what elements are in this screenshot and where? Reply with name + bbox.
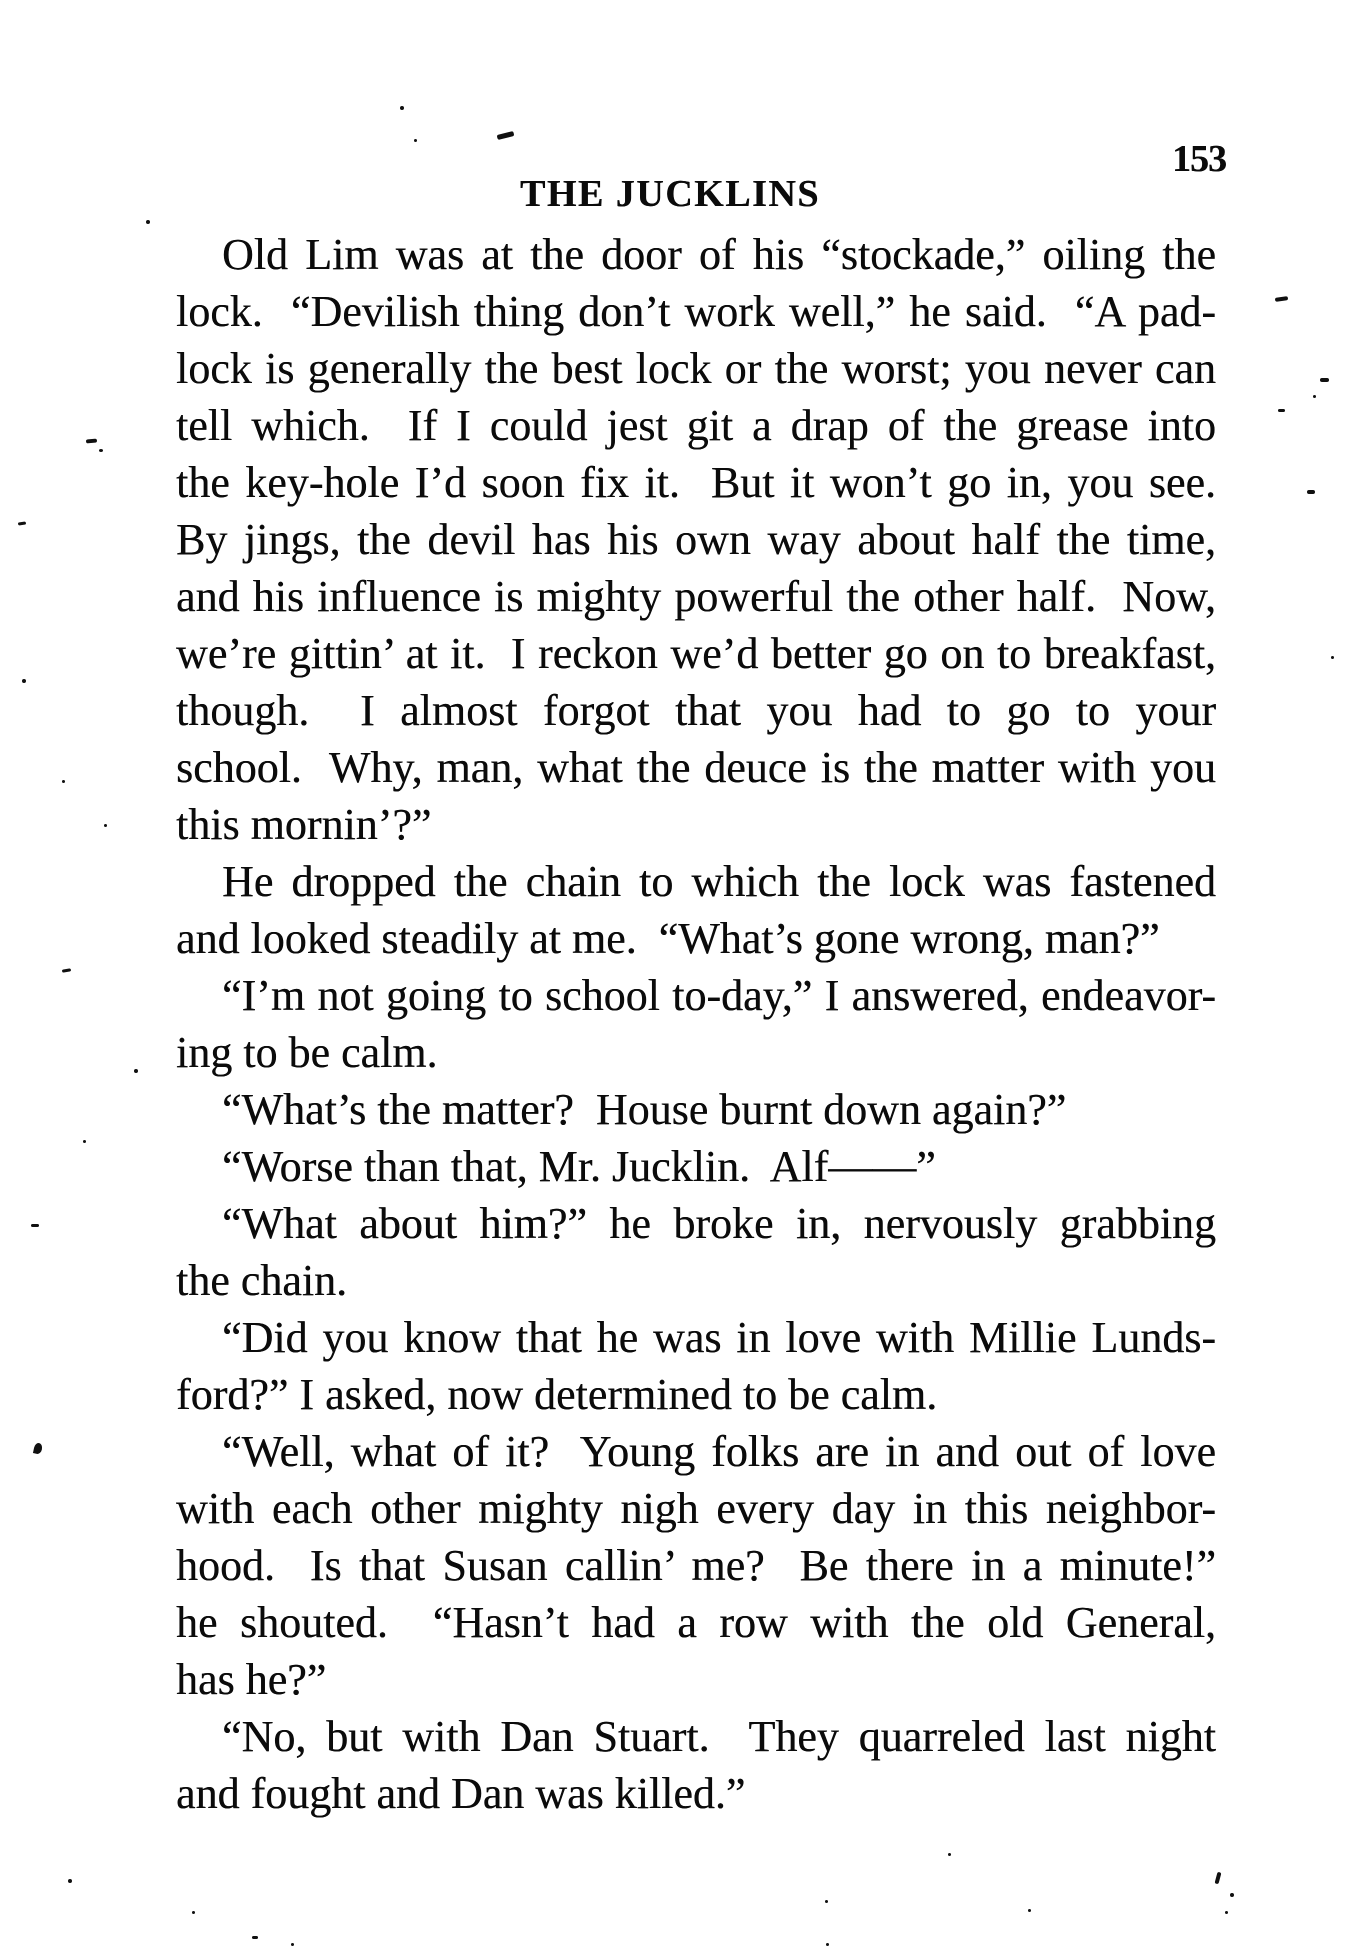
scan-speck <box>1331 656 1334 659</box>
scan-speck <box>192 1911 195 1914</box>
scan-speck <box>291 1943 294 1946</box>
scan-speck <box>1278 409 1285 412</box>
scan-speck <box>825 1900 828 1903</box>
scan-speck <box>826 1943 829 1946</box>
text-line: this mornin’?” <box>176 800 432 849</box>
scan-speck <box>1230 1893 1234 1897</box>
text-line: we’re gittin’ at it. I reckon we’d better go on to breakfast, <box>176 629 1216 678</box>
text-line: ford?” I asked, now determined to be calm. <box>176 1370 938 1419</box>
scan-speck <box>1313 395 1316 398</box>
text-line: lock is generally the best lock or the worst; you never can <box>176 344 1216 393</box>
scan-speck <box>86 439 97 444</box>
text-line: “What’s the matter? House burnt down again?” <box>222 1085 1067 1134</box>
scan-speck <box>134 1069 138 1073</box>
scan-speck <box>62 780 65 783</box>
paragraph <box>176 226 1216 853</box>
text-line: “No, but with Dan Stuart. They quarreled last night <box>222 1712 1216 1761</box>
text-line: with each other mighty nigh every day in this neighbor- <box>176 1484 1216 1533</box>
text-line: and fought and Dan was killed.” <box>176 1769 746 1818</box>
paragraph <box>176 1708 1216 1822</box>
text-line: “Worse than that, Mr. Jucklin. Alf——” <box>222 1142 936 1191</box>
text-line: By jings, the devil has his own way about half the time, <box>176 515 1216 564</box>
scan-speck <box>146 220 150 224</box>
scan-speck <box>1215 1872 1222 1885</box>
scan-speck <box>104 824 107 827</box>
text-line: tell which. If I could jest git a drap of the grease into <box>176 401 1216 450</box>
paragraph <box>176 1195 1216 1309</box>
scan-speck <box>33 1442 43 1454</box>
text-line: “Well, what of it? Young folks are in and out of love <box>222 1427 1216 1476</box>
scan-speck <box>22 679 26 683</box>
text-line: though. I almost forgot that you had to go to your <box>176 686 1216 735</box>
text-line: and looked steadily at me. “What’s gone wrong, man?” <box>176 914 1160 963</box>
text-line: ing to be calm. <box>176 1028 438 1077</box>
scan-speck <box>68 1879 72 1883</box>
paragraph <box>176 1138 1216 1195</box>
text-line: “I’m not going to school to-day,” I answered, endeavor- <box>222 971 1216 1020</box>
paragraph <box>176 967 1216 1081</box>
text-line: the key-hole I’d soon fix it. But it won’t go in, you see. <box>176 458 1216 507</box>
scan-speck <box>497 131 515 140</box>
scan-speck <box>62 968 71 973</box>
scan-speck <box>414 139 417 142</box>
paragraph <box>176 1309 1216 1423</box>
text-line: he shouted. “Hasn’t had a row with the old General, <box>176 1598 1216 1647</box>
scan-speck <box>99 449 103 452</box>
text-line: the chain. <box>176 1256 348 1305</box>
scan-speck <box>18 521 26 525</box>
text-line: school. Why, man, what the deuce is the matter with you <box>176 743 1216 792</box>
scan-speck <box>1320 378 1329 382</box>
scan-speck <box>83 1140 86 1143</box>
text-line: Old Lim was at the door of his “stockade,” oiling the <box>222 230 1216 279</box>
text-line: has he?” <box>176 1655 327 1704</box>
scan-speck <box>31 1224 39 1227</box>
scan-speck <box>1028 1909 1031 1912</box>
text-line: “Did you know that he was in love with Millie Lunds- <box>222 1313 1216 1362</box>
scan-speck <box>1225 1911 1228 1914</box>
running-head: THE JUCKLINS <box>520 173 820 215</box>
page-number: 153 <box>1172 138 1226 180</box>
paragraph <box>176 1423 1216 1708</box>
page-text <box>176 226 1216 1822</box>
paragraph <box>176 853 1216 967</box>
text-line: and his influence is mighty powerful the other half. Now, <box>176 572 1216 621</box>
scan-speck <box>1307 490 1315 494</box>
text-line: lock. “Devilish thing don’t work well,” he said. “A pad- <box>176 287 1216 336</box>
text-line: He dropped the chain to which the lock was fastened <box>222 857 1216 906</box>
paragraph <box>176 1081 1216 1138</box>
scan-speck <box>1275 296 1288 302</box>
scan-speck <box>252 1936 258 1939</box>
scan-speck <box>400 106 404 110</box>
text-line: hood. Is that Susan callin’ me? Be there in a minute!” <box>176 1541 1216 1590</box>
scan-speck <box>948 1853 951 1856</box>
text-line: “What about him?” he broke in, nervously grabbing <box>222 1199 1216 1248</box>
